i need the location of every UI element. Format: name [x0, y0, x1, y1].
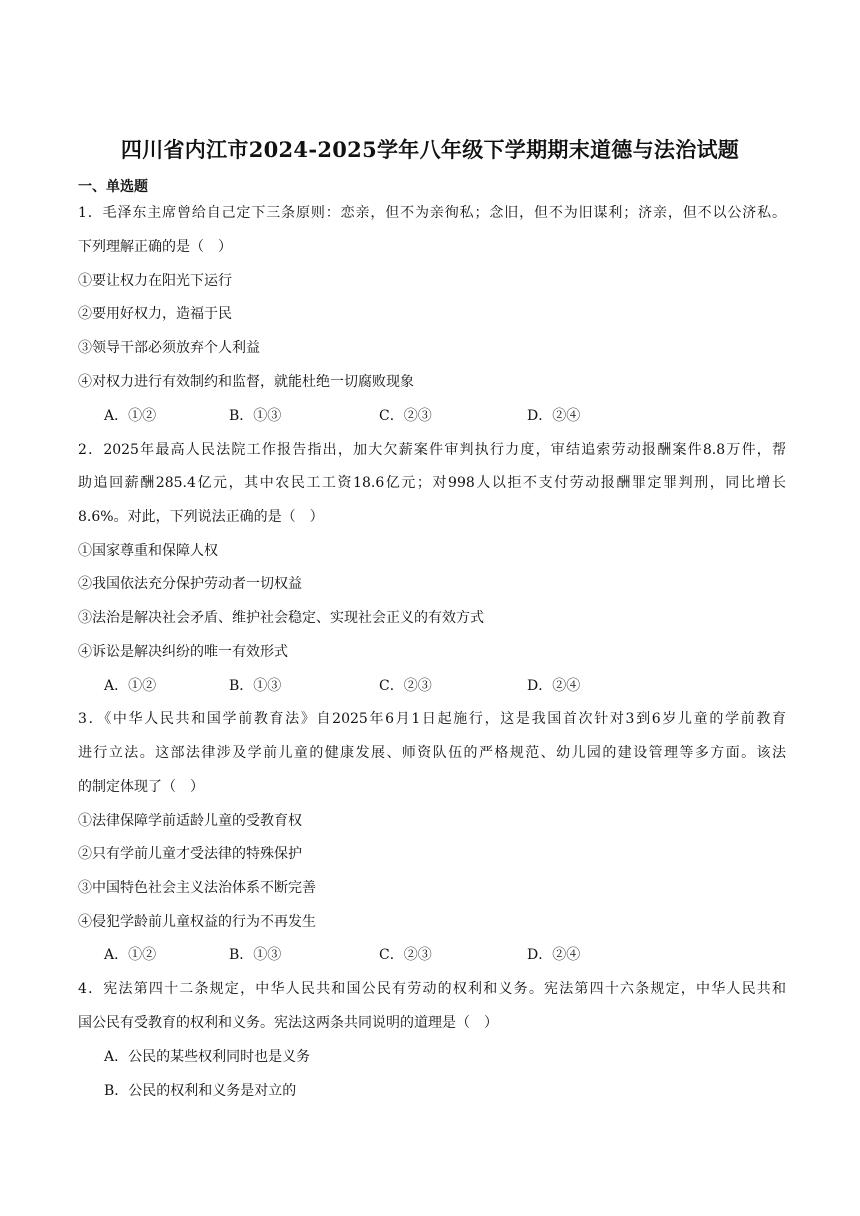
question-2-stem-line-1: 2．2025年最高人民法院工作报告指出，加大欠薪案件审判执行力度，审结追索劳动报酬案件8.8万件，帮 [78, 442, 786, 458]
question-3-statement-2: ②只有学前儿童才受法律的特殊保护 [78, 846, 302, 862]
question-1-option-d: D．②④ [527, 408, 581, 424]
question-1-option-a: A．①② [104, 408, 157, 424]
question-2-option-a: A．①② [104, 678, 157, 694]
question-2-statement-4: ④诉讼是解决纠纷的唯一有效形式 [78, 644, 288, 660]
question-3-stem-line-3: 的制定体现了（ ） [78, 779, 204, 795]
question-4-option-a: A．公民的某些权利同时也是义务 [104, 1049, 311, 1065]
question-3-option-b: B．①③ [229, 947, 282, 963]
question-2-option-b: B．①③ [229, 678, 282, 694]
question-4-stem-line-2: 国公民有受教育的权利和义务。宪法这两条共同说明的道理是（ ） [78, 1015, 498, 1031]
question-4-option-b: B．公民的权利和义务是对立的 [104, 1083, 297, 1099]
question-3-statement-3: ③中国特色社会主义法治体系不断完善 [78, 880, 316, 896]
section-heading: 一、单选题 [78, 179, 148, 195]
question-2-stem-line-2: 助追回薪酬285.4亿元，其中农民工工资18.6亿元；对998人以拒不支付劳动报酬罪定罪判刑，同比增长 [78, 475, 786, 491]
question-3-stem-line-2: 进行立法。这部法律涉及学前儿童的健康发展、师资队伍的严格规范、幼儿园的建设管理等多方面。该法 [78, 745, 786, 761]
question-1-statement-1: ①要让权力在阳光下运行 [78, 273, 232, 289]
question-1-stem-line-2: 下列理解正确的是（ ） [78, 239, 232, 255]
question-4-stem-line-1: 4．宪法第四十二条规定，中华人民共和国公民有劳动的权利和义务。宪法第四十六条规定，中华人民共和 [78, 981, 786, 997]
question-1-statement-3: ③领导干部必须放弃个人利益 [78, 340, 260, 356]
question-2-stem-line-3: 8.6%。对此，下列说法正确的是（ ） [78, 509, 324, 525]
question-3-stem-line-1: 3．《中华人民共和国学前教育法》自2025年6月1日起施行，这是我国首次针对3到6岁儿童的学前教育 [78, 711, 786, 727]
question-2-statement-3: ③法治是解决社会矛盾、维护社会稳定、实现社会正义的有效方式 [78, 610, 484, 626]
question-2-option-d: D．②④ [527, 678, 581, 694]
question-3-statement-1: ①法律保障学前适龄儿童的受教育权 [78, 813, 302, 829]
page-title: 四川省内江市2024-2025学年八年级下学期期末道德与法治试题 [120, 137, 740, 162]
question-1-statement-4: ④对权力进行有效制约和监督，就能杜绝一切腐败现象 [78, 374, 414, 390]
question-1-stem-line-1: 1．毛泽东主席曾给自己定下三条原则：恋亲，但不为亲徇私；念旧，但不为旧谋利；济亲，但不以公济私。 [78, 205, 786, 221]
question-3-statement-4: ④侵犯学龄前儿童权益的行为不再发生 [78, 914, 316, 930]
question-3-option-c: C．②③ [379, 947, 432, 963]
question-1-statement-2: ②要用好权力，造福于民 [78, 306, 232, 322]
question-1-option-c: C．②③ [379, 408, 432, 424]
question-2-statement-2: ②我国依法充分保护劳动者一切权益 [78, 576, 302, 592]
question-3-option-a: A．①② [104, 947, 157, 963]
question-1-option-b: B．①③ [229, 408, 282, 424]
question-2-option-c: C．②③ [379, 678, 432, 694]
question-3-option-d: D．②④ [527, 947, 581, 963]
question-2-statement-1: ①国家尊重和保障人权 [78, 543, 218, 559]
